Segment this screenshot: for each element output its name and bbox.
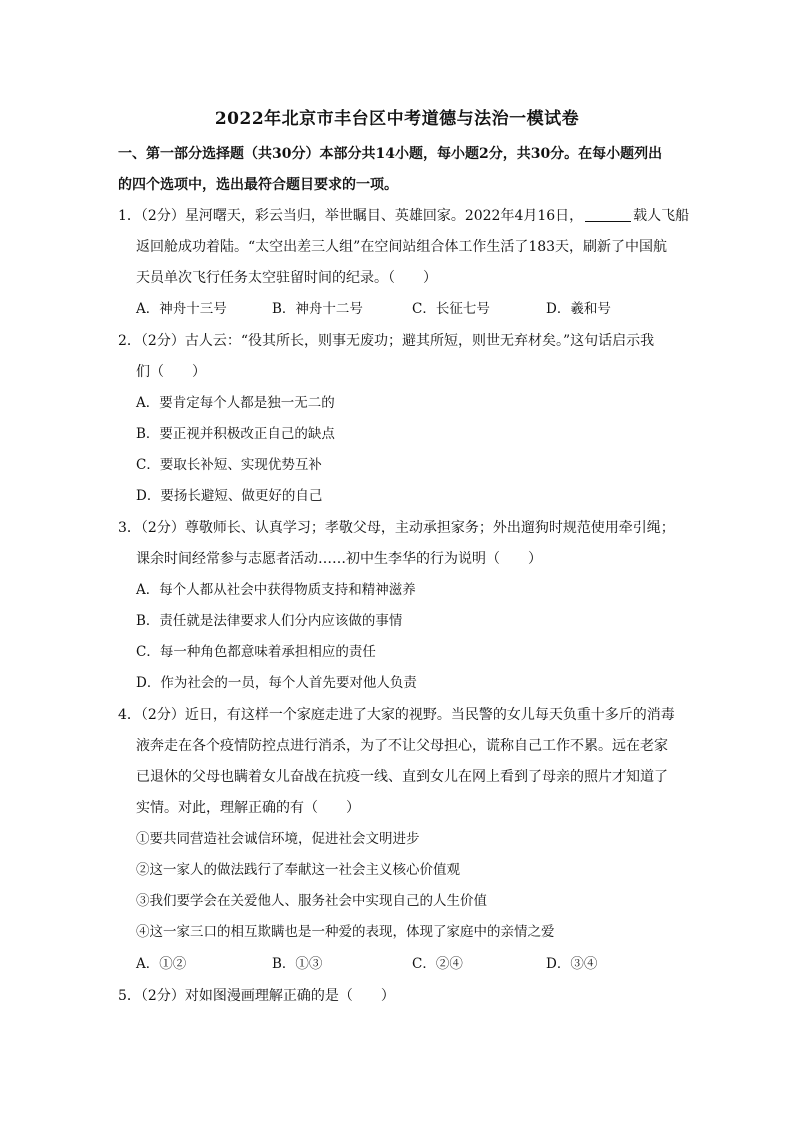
question-4-statement-1: ①要共同营造社会诚信环境，促进社会文明进步	[136, 831, 420, 847]
question-1-text-a: 1．（2分）星河曙天，彩云当归，举世瞩目、英雄回家。2022年4月16日，	[118, 208, 584, 224]
question-4-option-b: B．①③	[272, 956, 323, 972]
question-2-option-b: B．要正视并积极改正自己的缺点	[136, 426, 335, 442]
question-3-line2: 课余时间经常参与志愿者活动……初中生李华的行为说明（ ）	[136, 551, 542, 567]
question-4-option-c: C．②④	[412, 956, 463, 972]
question-1-line3: 天员单次飞行任务太空驻留时间的纪录。（ ）	[136, 270, 437, 286]
question-3-option-d: D．作为社会的一员，每个人首先要对他人负责	[136, 675, 417, 691]
question-4-line4: 实情。对此，理解正确的有（ ）	[136, 800, 360, 816]
question-2-option-c: C．要取长补短、实现优势互补	[136, 457, 322, 473]
page-title: 2022年北京市丰台区中考道德与法治一模试卷	[214, 109, 580, 129]
section-heading-line1: 一、第一部分选择题（共30分）本部分共14小题，每小题2分，共30分。在每小题列出	[118, 146, 663, 162]
question-1-option-a: A．神舟十三号	[136, 301, 227, 317]
question-4-statement-4: ④这一家三口的相互欺瞒也是一种爱的表现，体现了家庭中的亲情之爱	[136, 924, 555, 940]
question-2-option-d: D．要扬长避短、做更好的自己	[136, 488, 323, 504]
question-1-option-c: C．长征七号	[412, 301, 490, 317]
question-3-line1: 3．（2分）尊敬师长、认真学习；孝敬父母，主动承担家务；外出遛狗时规范使用牵引绳；	[118, 520, 675, 536]
question-2-option-a: A．要肯定每个人都是独一无二的	[136, 395, 335, 411]
question-1-option-b: B．神舟十二号	[272, 301, 363, 317]
question-1-line2: 返回舱成功着陆。“太空出差三人组”在空间站组合体工作生活了183天，刷新了中国航	[136, 239, 668, 255]
question-4-line1: 4．（2分）近日，有这样一个家庭走进了大家的视野。当民警的女儿每天负重十多斤的消毒	[118, 707, 675, 723]
question-3-option-a: A．每个人都从社会中获得物质支持和精神滋养	[136, 582, 416, 598]
question-4-option-d: D．③④	[546, 956, 598, 972]
question-2-line1: 2．（2分）古人云：“役其所长，则事无废功；避其所短，则世无弃材矣。”这句话启示我	[118, 333, 655, 349]
question-3-option-c: C．每一种角色都意味着承担相应的责任	[136, 644, 376, 660]
question-4-option-a: A．①②	[136, 956, 187, 972]
question-4-statement-2: ②这一家人的做法践行了奉献这一社会主义核心价值观	[136, 862, 460, 878]
question-1-text-b: 载人飞船	[633, 208, 690, 224]
question-3-option-b: B．责任就是法律要求人们分内应该做的事情	[136, 613, 403, 629]
question-4-line2: 液奔走在各个疫情防控点进行消杀，为了不让父母担心，谎称自己工作不累。远在老家	[136, 738, 668, 754]
question-1-line1	[118, 205, 689, 227]
section-heading-line2: 的四个选项中，选出最符合题目要求的一项。	[118, 177, 398, 193]
answer-blank	[585, 207, 631, 222]
question-2-line2: 们（ ）	[136, 364, 206, 380]
question-4-line3: 已退休的父母也瞒着女儿奋战在抗疫一线、直到女儿在网上看到了母亲的照片才知道了	[136, 769, 668, 785]
question-1-option-d: D．羲和号	[546, 301, 611, 317]
question-4-statement-3: ③我们要学会在关爱他人、服务社会中实现自己的人生价值	[136, 893, 487, 909]
question-5-line1: 5．（2分）对如图漫画理解正确的是（ ）	[118, 988, 395, 1004]
